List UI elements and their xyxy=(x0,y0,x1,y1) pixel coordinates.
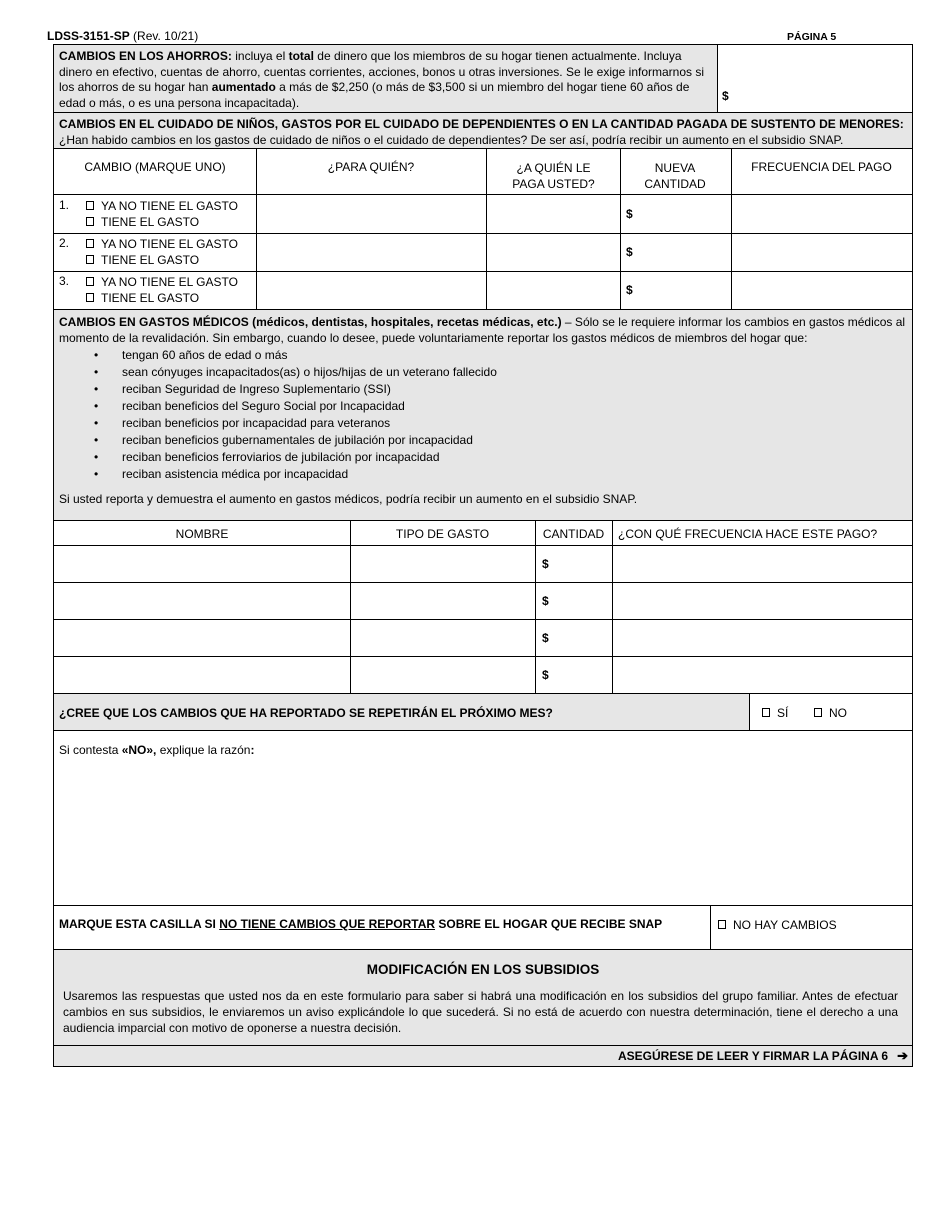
option-has-expense[interactable] xyxy=(86,214,238,230)
savings-dollar: $ xyxy=(722,89,729,103)
form-id xyxy=(47,29,198,43)
childcare-table xyxy=(53,148,913,310)
amount-dollar: $ xyxy=(542,668,549,682)
modification-text: Usaremos las respuestas que usted nos da en este formulario para saber si habrá una modificación en los subsidios del grupo familiar. Antes de efectuar cambios en sus subsidios, le enviaremos un aviso explicándole lo que sucederá. Si no está de acuerdo con nuestra determinación, tiene el derecho a una audiencia imparcial con motivo de oponerse a nuestra decisión. xyxy=(63,989,898,1035)
no-changes-box xyxy=(710,906,912,949)
modification-section xyxy=(53,949,913,1046)
no-changes-row xyxy=(53,905,913,950)
list-item: • reciban asistencia médica por incapacidad xyxy=(54,466,904,483)
pay-to-field[interactable] xyxy=(487,234,620,271)
table-row[interactable] xyxy=(54,620,912,656)
explain-field[interactable] xyxy=(53,730,913,906)
explain-label xyxy=(59,743,254,757)
option-label: TIENE EL GASTO xyxy=(101,291,200,305)
childcare-col-change: CAMBIO (MARQUE UNO) xyxy=(84,160,226,174)
checkbox[interactable] xyxy=(86,201,94,210)
checkbox[interactable] xyxy=(718,920,726,929)
for-whom-field[interactable] xyxy=(257,272,486,309)
frequency-field[interactable] xyxy=(732,195,912,233)
checkbox[interactable] xyxy=(86,255,94,264)
amount-dollar: $ xyxy=(542,594,549,608)
table-row xyxy=(54,234,912,271)
list-item: • sean cónyuges incapacitados(as) o hijos/hijas de un veterano fallecido xyxy=(54,364,904,381)
medical-title: CAMBIOS EN GASTOS MÉDICOS (médicos, dentistas, hospitales, recetas médicas, etc.) xyxy=(59,315,562,329)
checkbox[interactable] xyxy=(814,708,822,717)
checkbox[interactable] xyxy=(86,293,94,302)
row-number: 2. xyxy=(59,236,70,250)
page-number: PÁGINA 5 xyxy=(787,31,837,43)
repeat-question-row xyxy=(53,693,913,731)
footer-reminder: ASEGÚRESE DE LEER Y FIRMAR LA PÁGINA 6 xyxy=(618,1049,889,1063)
childcare-title: CAMBIOS EN EL CUIDADO DE NIÑOS, GASTOS POR EL CUIDADO DE DEPENDIENTES O EN LA CANTIDAD PAGADA DE SUSTENTO DE MENORES: xyxy=(59,117,904,131)
table-row[interactable] xyxy=(54,583,912,619)
childcare-section-header xyxy=(53,112,913,149)
table-row xyxy=(54,195,912,233)
no-label: NO xyxy=(829,706,847,720)
savings-text xyxy=(59,49,714,111)
savings-text-2: de dinero que los miembros de su hogar tienen actualmente. Incluya dinero en efectivo, cuentas de ahorro, cuentas corrientes, acciones, bonos u otras inversiones. Se le exige informarnos si los ahorros de su hogar han xyxy=(59,49,705,94)
amount-dollar: $ xyxy=(626,283,633,297)
childcare-question: ¿Han habido cambios en los gastos de cuidado de niños o el cuidado de dependientes? De ser así, podría recibir un aumento en el subsidio SNAP. xyxy=(59,132,844,147)
medical-section xyxy=(53,309,913,521)
table-row[interactable] xyxy=(54,546,912,582)
medical-col-name: NOMBRE xyxy=(175,527,229,541)
medical-intro xyxy=(59,315,911,346)
medical-col-amount: CANTIDAD xyxy=(542,527,605,541)
no-changes-checkbox-label: NO HAY CAMBIOS xyxy=(733,918,837,932)
childcare-text xyxy=(59,117,911,148)
option-label: TIENE EL GASTO xyxy=(101,253,200,267)
option-no-expense[interactable] xyxy=(86,274,238,290)
yes-label: SÍ xyxy=(777,706,789,720)
no-changes-label xyxy=(59,917,662,931)
checkbox[interactable] xyxy=(86,217,94,226)
no-changes-text-2: SOBRE EL HOGAR QUE RECIBE SNAP xyxy=(435,917,663,931)
childcare-col-for-whom: ¿PARA QUIÉN? xyxy=(327,160,415,174)
option-label: YA NO TIENE EL GASTO xyxy=(101,199,238,213)
change-options xyxy=(86,198,238,230)
option-label: YA NO TIENE EL GASTO xyxy=(101,275,238,289)
change-options xyxy=(86,236,238,268)
option-label: YA NO TIENE EL GASTO xyxy=(101,237,238,251)
medical-closing: Si usted reporta y demuestra el aumento en gastos médicos, podría recibir un aumento en el subsidio SNAP. xyxy=(59,492,638,506)
yes-option[interactable] xyxy=(762,706,788,720)
no-changes-underlined: NO TIENE CAMBIOS QUE REPORTAR xyxy=(219,917,436,931)
list-item: • reciban beneficios del Seguro Social por Incapacidad xyxy=(54,398,904,415)
pay-to-field[interactable] xyxy=(487,272,620,309)
amount-dollar: $ xyxy=(542,631,549,645)
new-amount-field[interactable] xyxy=(621,272,731,309)
new-amount-field[interactable] xyxy=(621,195,731,233)
option-no-expense[interactable] xyxy=(86,236,238,252)
row-number: 1. xyxy=(59,198,70,212)
explain-colon: : xyxy=(250,743,255,757)
amount-dollar: $ xyxy=(626,245,633,259)
frequency-field[interactable] xyxy=(732,234,912,271)
pay-to-field[interactable] xyxy=(487,195,620,233)
modification-title: MODIFICACIÓN EN LOS SUBSIDIOS xyxy=(366,962,600,977)
checkbox[interactable] xyxy=(86,277,94,286)
list-item: • reciban beneficios ferroviarios de jubilación por incapacidad xyxy=(54,449,904,466)
savings-text-1: incluya el xyxy=(231,49,289,63)
medical-table xyxy=(53,520,913,694)
medical-intro-text: – Sólo se le requiere informar los cambios en gastos médicos al momento de la revalidación. Sin embargo, cuando lo desee, puede voluntariamente reportar los gastos médicos de miembros del hogar que: xyxy=(59,315,906,345)
list-item: • reciban beneficios gubernamentales de jubilación por incapacidad xyxy=(54,432,904,449)
childcare-col-pay-to: ¿A QUIÉN LE PAGA USTED? xyxy=(512,161,595,191)
childcare-col-frequency: FRECUENCIA DEL PAGO xyxy=(751,160,892,174)
list-item: • tengan 60 años de edad o más xyxy=(54,347,904,364)
savings-title: CAMBIOS EN LOS AHORROS: xyxy=(59,49,232,63)
table-row[interactable] xyxy=(54,657,912,693)
form-revision: (Rev. 10/21) xyxy=(133,29,199,43)
row-number: 3. xyxy=(59,274,70,288)
for-whom-field[interactable] xyxy=(257,234,486,271)
explain-text-2: explique la razón xyxy=(156,743,251,757)
childcare-col-new-amount: NUEVA CANTIDAD xyxy=(644,161,706,191)
explain-no: «NO», xyxy=(121,743,157,757)
new-amount-field[interactable] xyxy=(621,234,731,271)
option-has-expense[interactable] xyxy=(86,290,238,306)
no-changes-text-1: MARQUE ESTA CASILLA SI xyxy=(59,917,220,931)
medical-bullets xyxy=(54,347,904,483)
arrow-right-icon: ➔ xyxy=(897,1048,908,1063)
option-no-expense[interactable] xyxy=(86,198,238,214)
savings-increased: aumentado xyxy=(211,80,276,94)
frequency-field[interactable] xyxy=(732,272,912,309)
medical-col-type: TIPO DE GASTO xyxy=(395,527,490,541)
repeat-question: ¿CREE QUE LOS CAMBIOS QUE HA REPORTADO SE REPETIRÁN EL PRÓXIMO MES? xyxy=(59,706,553,720)
savings-text-3: a más de $2,250 (o más de $3,500 si un miembro del hogar tiene 60 años de edad o más, o es una persona incapacitada). xyxy=(59,80,690,110)
table-row xyxy=(54,272,912,309)
savings-total: total xyxy=(288,49,314,63)
form-number: LDSS-3151-SP xyxy=(47,29,130,43)
medical-col-frequency: ¿CON QUÉ FRECUENCIA HACE ESTE PAGO? xyxy=(618,527,878,541)
explain-text-1: Si contesta xyxy=(59,743,122,757)
for-whom-field[interactable] xyxy=(257,195,486,233)
repeat-answer-box xyxy=(749,694,912,730)
savings-section xyxy=(53,44,913,113)
change-options xyxy=(86,274,238,306)
page-footer xyxy=(53,1045,913,1067)
no-option[interactable] xyxy=(814,706,847,720)
amount-dollar: $ xyxy=(542,557,549,571)
checkbox[interactable] xyxy=(86,239,94,248)
amount-dollar: $ xyxy=(626,207,633,221)
list-item: • reciban Seguridad de Ingreso Suplementario (SSI) xyxy=(54,381,904,398)
option-has-expense[interactable] xyxy=(86,252,238,268)
savings-amount-field[interactable] xyxy=(717,45,912,112)
checkbox[interactable] xyxy=(762,708,770,717)
list-item: • reciban beneficios por incapacidad para veteranos xyxy=(54,415,904,432)
option-label: TIENE EL GASTO xyxy=(101,215,200,229)
page-header xyxy=(47,29,907,43)
no-changes-option[interactable] xyxy=(718,918,837,932)
